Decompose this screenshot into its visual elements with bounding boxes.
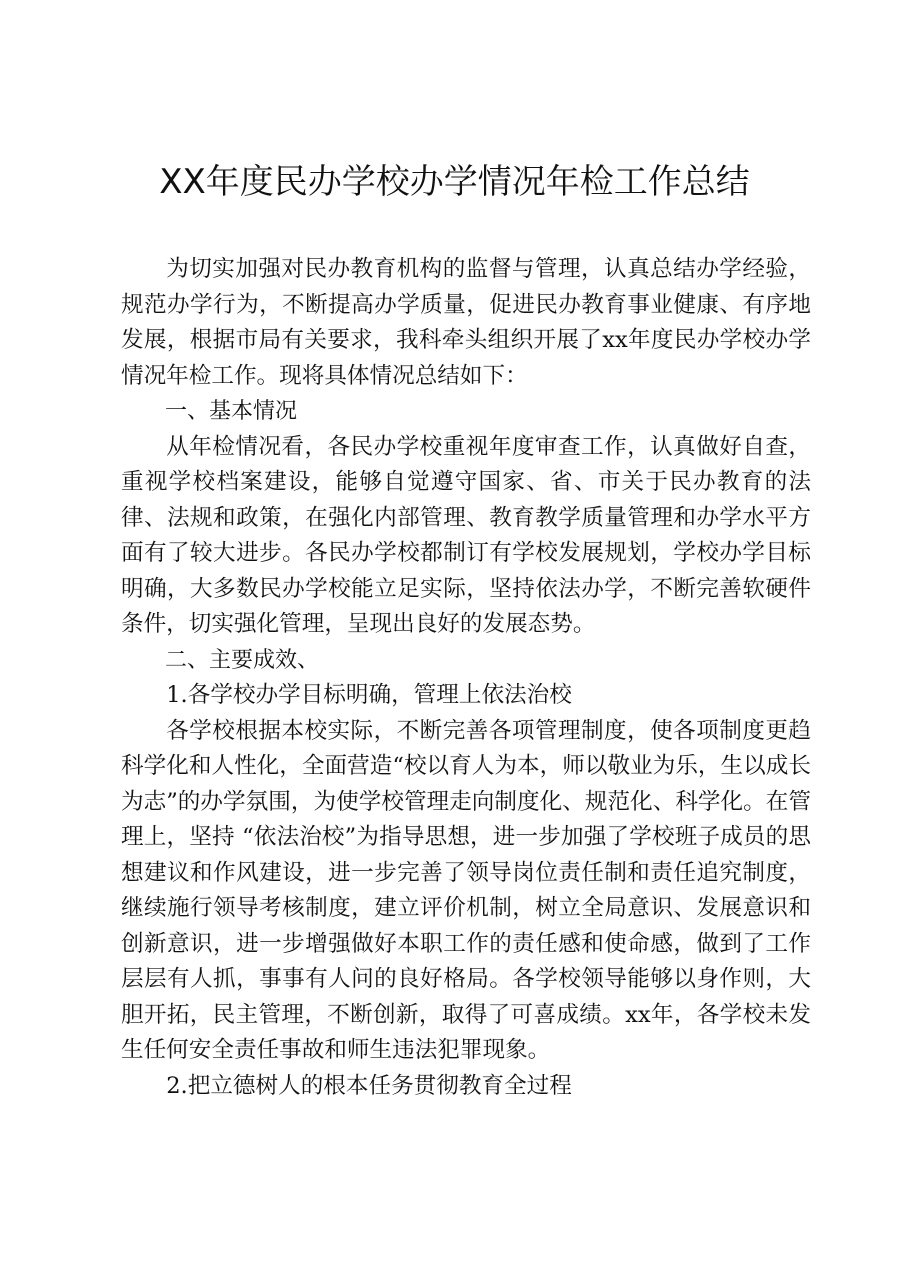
section-heading-main-results: 二、主要成效、 — [165, 647, 320, 673]
document-title: XX年度民办学校办学情况年检工作总结 — [159, 162, 750, 202]
goals-and-management-paragraph: 各学校根据本校实际，不断完善各项管理制度，使各项制度更趋科学化和人性化，全面营造“校以育人为本，师以敬业为乐，生以成长为志”的办学氛围，为使学校管理走向制度化、规范化、科学化。在管理上，坚持 “依法治校”为指导思想，进一步加强了学校班子成员的思想建议和作风建设，进一步完善了领导岗位责任制和责任追究制度，继续施行领导考核制度，建立评价机制，树立全局意识、发展意识和创新意识，进一步增强做好本职工作的责任感和使命感，做到了工作层层有人抓，事事有人问的良好格局。各学校领导能够以身作则，大胆开拓，民主管理，不断创新，取得了可喜成绩。xx年，各学校未发生任何安全责任事故和师生违法犯罪现象。 — [121, 717, 811, 1063]
basic-situation-paragraph: 从年检情况看，各民办学校重视年度审查工作，认真做好自查，重视学校档案建设，能够自觉遵守国家、省、市关于民办教育的法律、法规和政策，在强化内部管理、教育教学质量管理和办学水平方面有了较大进步。各民办学校都制订有学校发展规划，学校办学目标明确，大多数民办学校能立足实际，坚持依法办学，不断完善软硬件条件，切实强化管理，呈现出良好的发展态势。 — [121, 433, 811, 637]
intro-paragraph: 为切实加强对民办教育机构的监督与管理，认真总结办学经验，规范办学行为，不断提高办学质量，促进民办教育事业健康、有序地发展，根据市局有关要求，我科牵头组织开展了xx年度民办学校办学情况年检工作。现将具体情况总结如下： — [121, 256, 811, 389]
document-body — [121, 252, 811, 1104]
subheading-moral-education: 2.把立德树人的根本任务贯彻教育全过程 — [166, 1072, 572, 1099]
subheading-goals-and-management: 1.各学校办学目标明确，管理上依法治校 — [166, 682, 572, 708]
section-heading-basic-situation: 一、基本情况 — [165, 399, 298, 424]
